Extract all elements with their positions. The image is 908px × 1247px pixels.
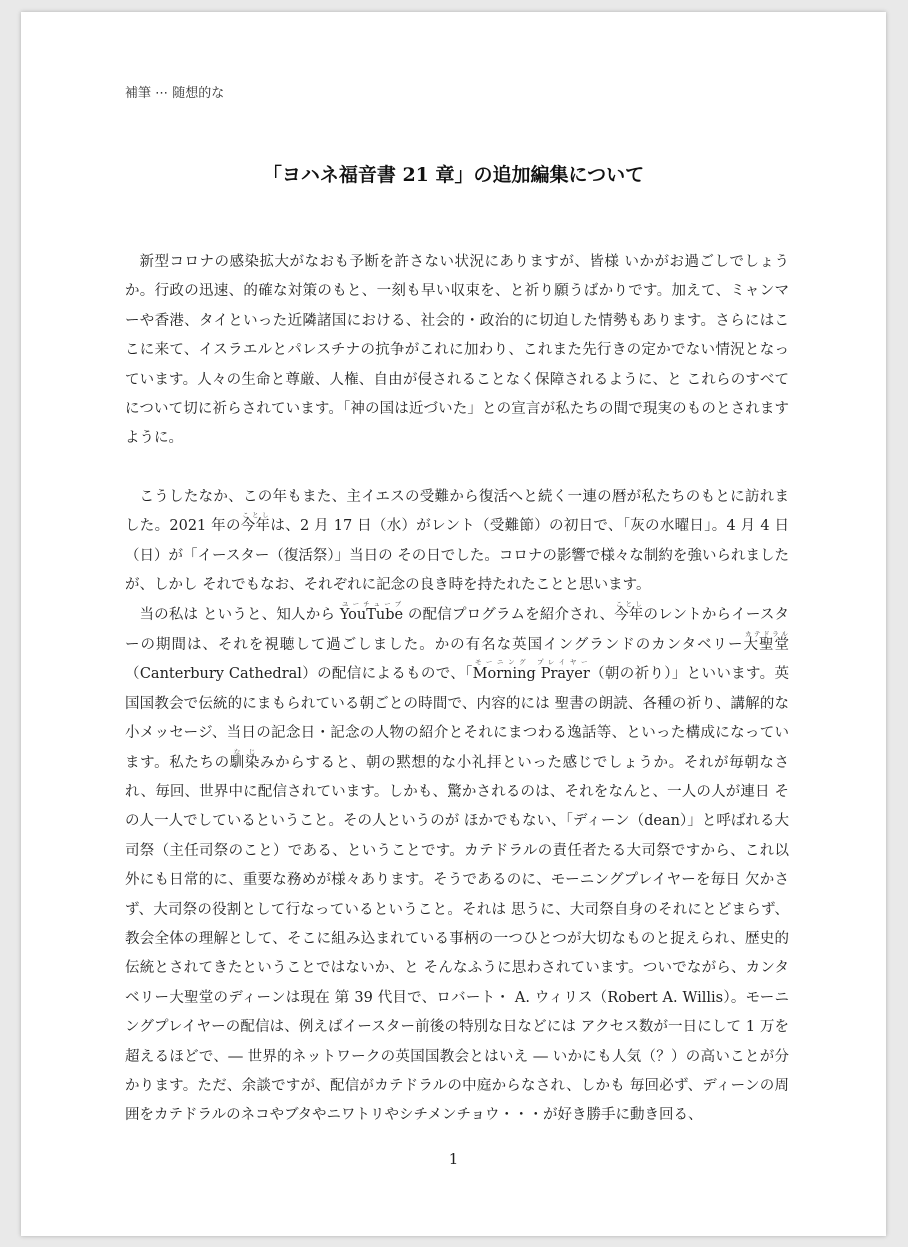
running-head: 補筆 ⋯ 随想的な (125, 86, 225, 101)
ruby-daiseido: 大聖堂カテドラル (743, 629, 790, 653)
body-text (125, 248, 789, 1131)
paragraph-2: こうしたなか、この年もまた、主イエスの受難から復活へと続く一連の暦が私たちのもとに訪れました。2021 年の今年ことしは、2 月 17 日（水）がレント（受難節）の初日で、「灰の水曜日」。4 月 4 日（日）が「イースター（復活祭）」当日の その日でした。コロナの影響で様々な制約を強いられましたが、しかし それでもなお、それぞれに記念の良き時を持たれたことと思います。 (125, 488, 789, 594)
ruby-kotoshi: 今年ことし (240, 511, 271, 535)
ruby-youtube: YouTubeユーチューブ (339, 600, 404, 624)
page-title: 「ヨハネ福音書 21 章」の追加編集について (262, 164, 645, 186)
paragraph-1: 新型コロナの感染拡大がなおも予断を許さない状況にありますが、皆様 いかがお過ごしでしょうか。行政の迅速、的確な対策のもと、一刻も早い収束を、と祈り願うばかりです。加えて、ミャンマーや香港、タイといった近隣諸国における、社会的・政治的に切迫した情勢もあります。さらにはここに来て、イスラエルとパレスチナの抗争がこれに加わり、これまた先行きの定かでない情況となっています。人々の生命と尊厳、人権、自由が侵されることなく保障されるように、と これらのすべてについて切に祈らされています。「神の国は近づいた」との宣言が私たちの間で現実のものとされますように。 (125, 254, 789, 447)
paragraph-3: 当の私は というと、知人から YouTubeユーチューブ の配信プログラムを紹介され、今年ことしのレントからイースターの期間は、それを視聴して過ごしました。かの有名な英国イングランドのカンタベリー大聖堂カテドラル（Canterbury Cathedral）の配信によるもので、「Morning Prayerモーニング プレイヤー（朝の祈り）」といいます。英国国教会で伝統的にまもられている朝ごとの時間で、内容的には 聖書の朗読、各種の祈り、講解的な小メッセージ、当日の記念日・記念の人物の紹介とそれにまつわる逸話等、といった構成になっています。私たちの馴染なじみからすると、朝の黙想的な小礼拝といった感じでしょうか。それが毎朝なされ、毎回、世界中に配信されています。しかも、驚かされるのは、それをなんと、一人の人が連日 その人一人でしているということ。その人というのが ほかでもない、「ディーン（dean）」と呼ばれる大司祭（主任司祭のこと）である、ということです。カテドラルの責任者たる大司祭ですから、これ以外にも日常的に、重要な務めが様々あります。そうであるのに、モーニングプレイヤーを毎日 欠かさず、大司祭の役割として行なっているということ。それは 思うに、大司祭自身のそれにとどまらず、教会全体の理解として、そこに組み込まれている事柄の一つひとつが大切なものと捉えられ、歴史的伝統とされてきたということではないか、と そんなふうに思わされています。ついでながら、カンタベリー大聖堂のディーンは現在 第 39 代目で、ロバート・ A. ウィリス（Robert A. Willis）。モーニングプレイヤーの配信は、例えばイースター前後の特別な日などには アクセス数が一日にして 1 万を超えるほどで、― 世界的ネットワークの英国国教会とはいえ ― いかにも人気（？）の高いことが分かります。ただ、余談ですが、配信がカテドラルの中庭からなされ、しかも 毎回必ず、ディーンの周囲をカテドラルのネコやブタやニワトリやシチメンチョウ・・・が好き勝手に動き回る、 (125, 600, 790, 1124)
ruby-kotoshi-2: 今年ことし (614, 600, 644, 624)
ruby-najimi: 馴染なじ (229, 747, 261, 771)
document-page (21, 12, 886, 1236)
ruby-morning-prayer: Morning Prayerモーニング プレイヤー (472, 658, 590, 683)
page-number: 1 (448, 1150, 459, 1168)
